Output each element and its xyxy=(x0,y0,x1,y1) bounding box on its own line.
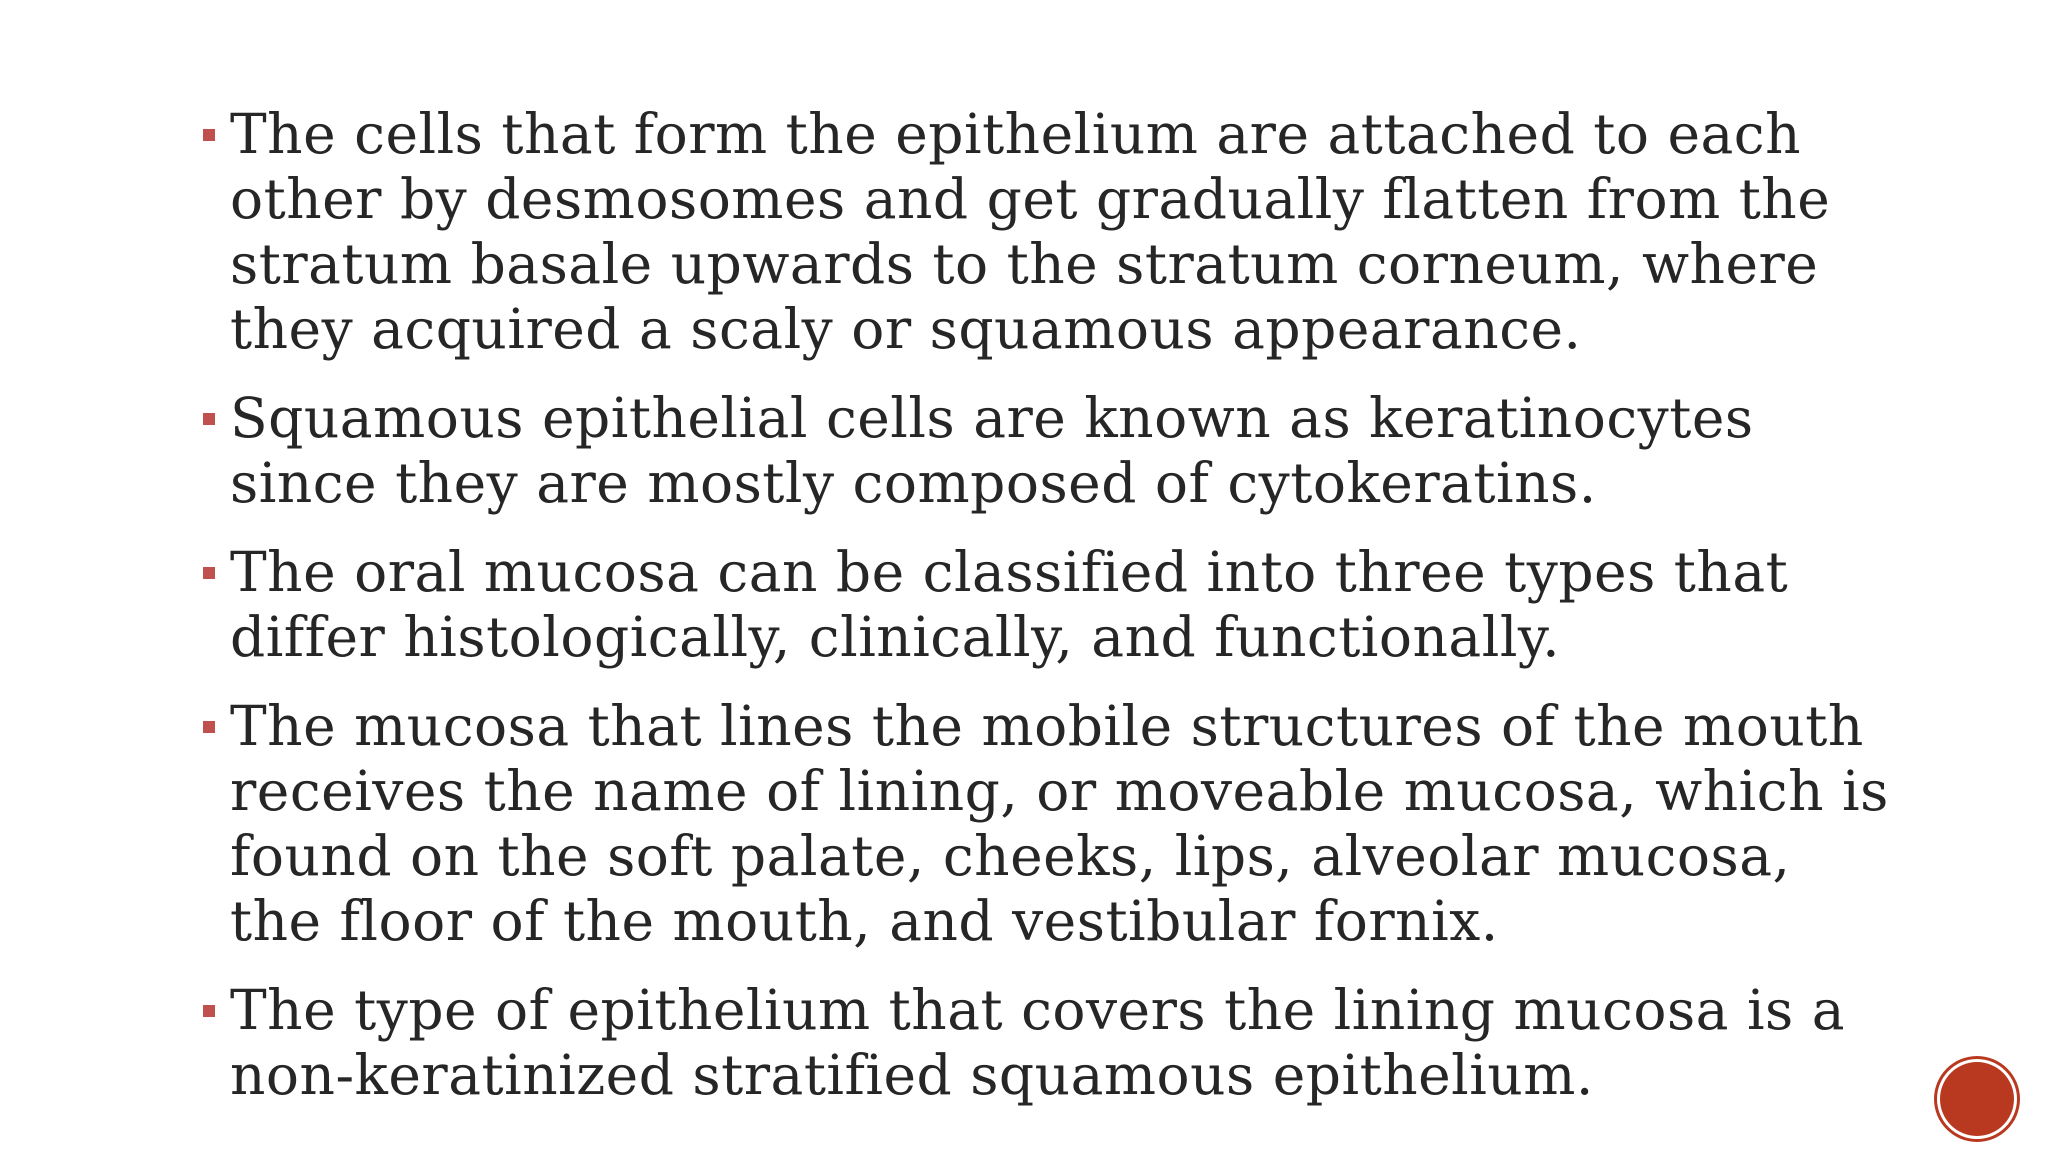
square-bullet-icon xyxy=(203,721,215,733)
square-bullet-icon xyxy=(203,129,215,141)
square-bullet-icon xyxy=(203,1005,215,1017)
bullet-text: Squamous epithelial cells are known as keratinocytes since they are mostly composed of cytokeratins. xyxy=(230,386,1754,515)
bullet-item xyxy=(200,540,1900,670)
bullet-list xyxy=(200,102,1900,1132)
slide-nav-button[interactable] xyxy=(1940,1062,2014,1136)
bullet-item xyxy=(200,386,1900,516)
bullet-text: The type of epithelium that covers the lining mucosa is a non-keratinized stratified squamous epithelium. xyxy=(230,978,1846,1107)
bullet-item xyxy=(200,102,1900,362)
square-bullet-icon xyxy=(203,413,215,425)
bullet-text: The cells that form the epithelium are attached to each other by desmosomes and get gradually flatten from the stratum basale upwards to the stratum corneum, where they acquired a scaly or squamous appearance. xyxy=(230,102,1831,361)
square-bullet-icon xyxy=(203,567,215,579)
bullet-item xyxy=(200,694,1900,954)
bullet-text: The mucosa that lines the mobile structures of the mouth receives the name of lining, or moveable mucosa, which is found on the soft palate, cheeks, lips, alveolar mucosa, the floor of the mouth, and vestibular fornix. xyxy=(230,694,1889,953)
bullet-item xyxy=(200,978,1900,1108)
bullet-text: The oral mucosa can be classified into three types that differ histologically, clinically, and functionally. xyxy=(230,540,1789,669)
